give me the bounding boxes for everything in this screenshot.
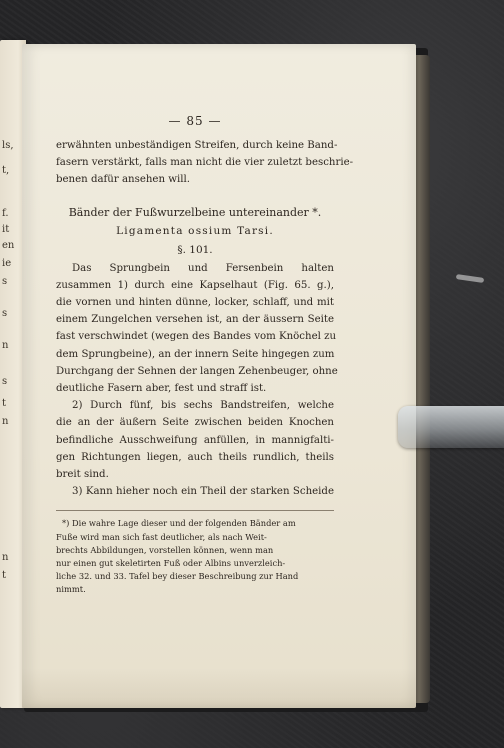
footnote-line: brechts Abbildungen, vorstellen können, wenn man — [56, 544, 274, 555]
bookmark-strip — [398, 406, 504, 448]
left-page-fragment: en — [2, 240, 15, 251]
page-text — [56, 114, 354, 597]
paragraph-line: 2) Durch fünf, bis sechs Bandstreifen, welche — [72, 400, 334, 412]
page-number: — 85 — — [168, 114, 222, 128]
footnote-line: liche 32. und 33. Tafel bey dieser Beschreibung zur Hand — [56, 571, 299, 582]
left-page-fragment: f. — [2, 208, 9, 219]
intro-line: erwähnten unbeständigen Streifen, durch keine Band- — [56, 140, 338, 151]
paragraph-line: fast verschwindet (wegen des Bandes vom Knöchel zu — [56, 331, 337, 343]
footnote-line: nimmt. — [56, 584, 86, 595]
paragraph-line: einem Zungelchen versehen ist, an der äussern Seite — [56, 314, 334, 326]
latin-subheading: Ligamenta ossium Tarsi. — [116, 224, 274, 237]
left-page-fragment: t — [2, 570, 7, 581]
book-page — [22, 44, 416, 708]
left-page-fragment: it — [2, 224, 10, 235]
footnote-line: *) Die wahre Lage dieser und der folgenden Bänder am — [62, 518, 296, 529]
left-page-fragment: n — [2, 340, 9, 351]
section-heading: Bänder der Fußwurzelbeine untereinander *. — [68, 205, 322, 219]
paragraph-line: befindliche Ausschweifung anfüllen, in mannigfalti- — [56, 434, 334, 446]
paragraph-line: gen Richtungen liegen, auch theils rundlich, theils — [56, 451, 334, 463]
paragraph-line: dem Sprungbeine), an der innern Seite hingegen zum — [56, 348, 335, 360]
paragraph-line: deutliche Fasern aber, fest und straff ist. — [56, 383, 267, 395]
left-page-fragment: s — [2, 308, 8, 319]
paragraph-line: die vornen und hinten dünne, locker, schlaff, und mit — [56, 297, 334, 309]
left-page-fragment: n — [2, 416, 9, 427]
paragraph-line: 3) Kann hieher noch ein Theil der starken Scheide — [72, 486, 334, 498]
intro-line: benen dafür ansehen will. — [56, 174, 190, 186]
left-page-fragment: s — [2, 376, 8, 387]
left-page-fragment: s — [2, 276, 8, 287]
left-page-fragment: ls, — [2, 140, 14, 151]
left-page-fragment: n — [2, 552, 9, 563]
left-page-fragment: t — [2, 398, 7, 409]
footnote-line: Fuße wird man sich fast deutlicher, als nach Weit- — [56, 531, 267, 542]
left-page-fragment: t, — [2, 165, 10, 176]
paragraph-line: die an der äußern Seite zwischen beiden Knochen — [56, 417, 334, 429]
paragraph-line: Das Sprungbein und Fersenbein halten — [72, 262, 334, 274]
paragraph-line: breit sind. — [56, 469, 109, 481]
paragraph-line: Durchgang der Sehnen der langen Zehenbeuger, ohne — [56, 365, 338, 377]
paragraph-line: zusammen 1) durch eine Kapselhaut (Fig. 65. g.), — [56, 279, 334, 291]
footnote-line: nur einen gut skeletirten Fuß oder Albins unverzleich- — [56, 558, 286, 569]
section-number: §. 101. — [177, 243, 213, 256]
left-page-fragment: ie — [2, 258, 12, 269]
footnote-divider — [56, 510, 334, 511]
intro-line: fasern verstärkt, falls man nicht die vier zuletzt beschrie- — [56, 157, 354, 169]
